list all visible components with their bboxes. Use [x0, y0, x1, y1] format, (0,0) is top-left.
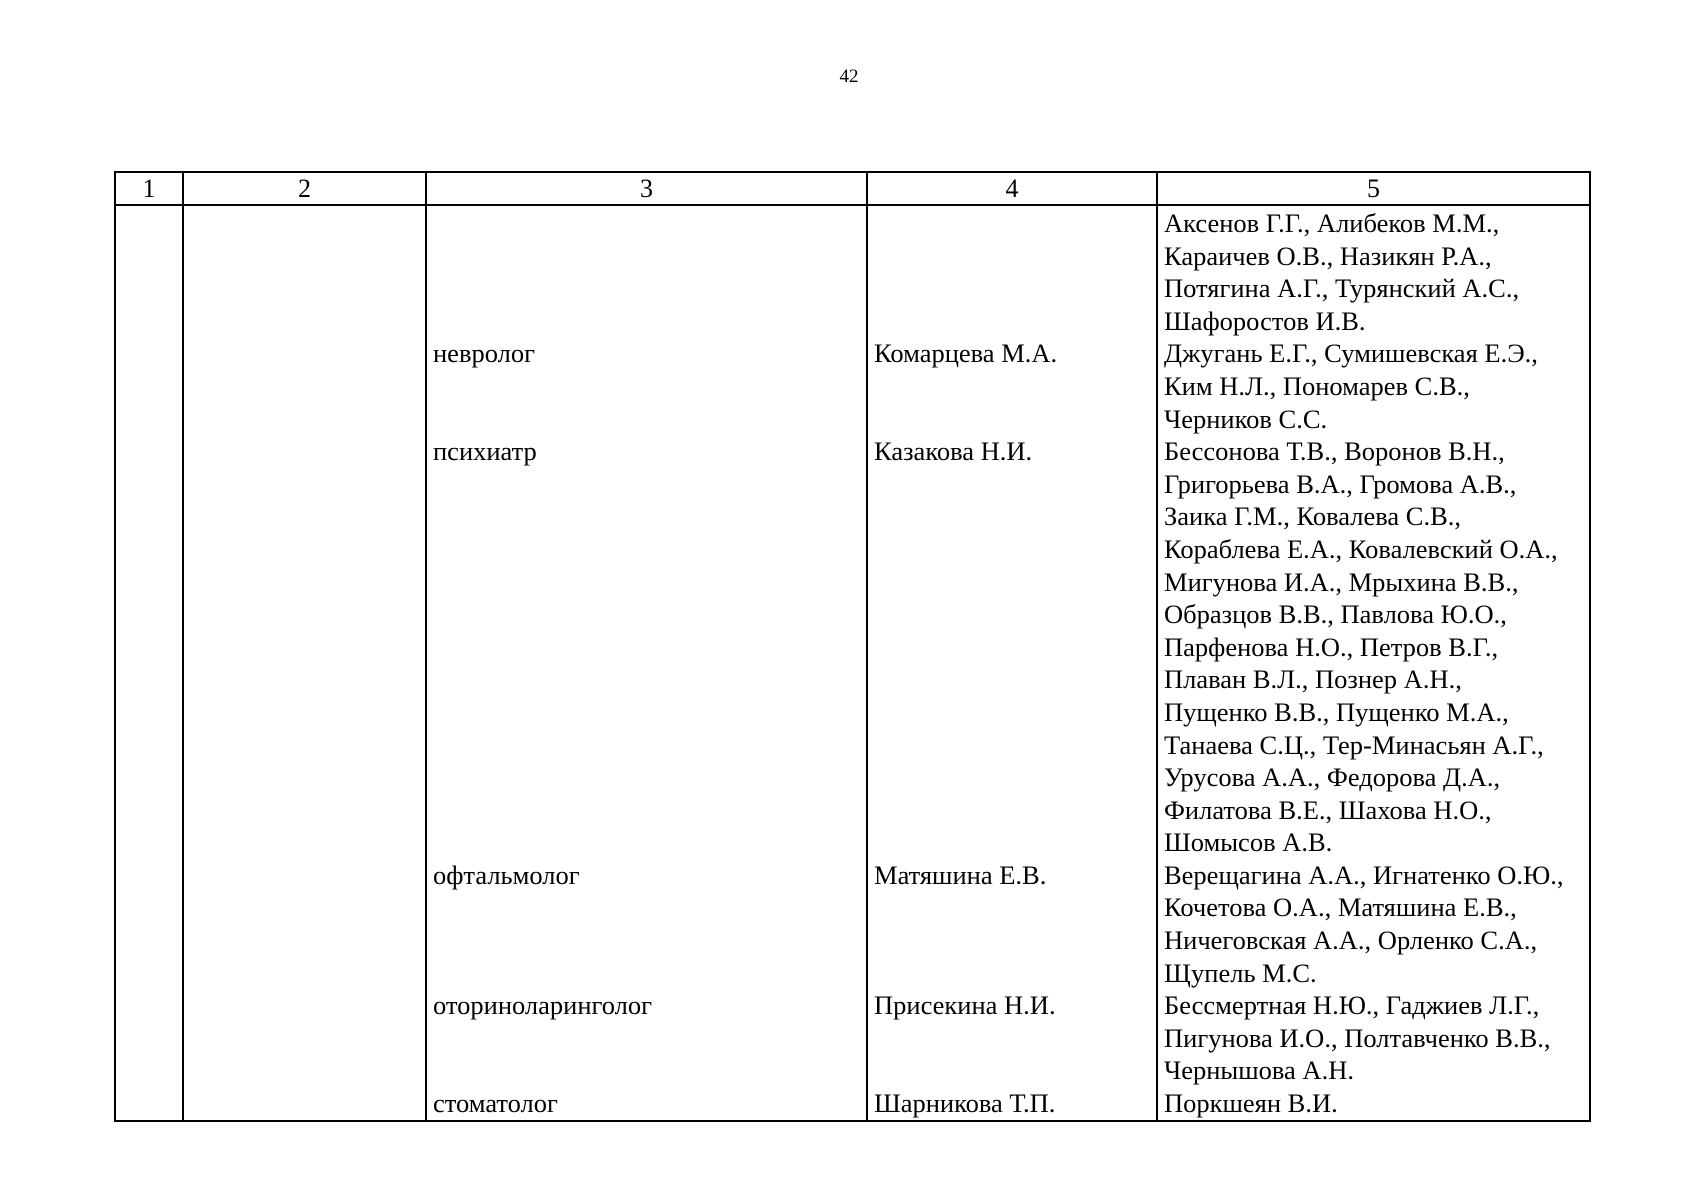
cell-line: [433, 566, 866, 599]
cell-line: Танаева С.Ц., Тер-Минасьян А.Г.,: [1164, 729, 1544, 760]
cell-line: оториноларинголог: [433, 990, 652, 1021]
cell-line: Кораблева Е.А., Ковалевский О.А.,: [1164, 533, 1558, 564]
page-number: 42: [839, 66, 859, 87]
cell-line: [874, 468, 1156, 501]
cell-line: [874, 826, 1156, 859]
cell-members: [1157, 205, 1590, 1121]
cell-line: [433, 500, 866, 533]
cell-line: [433, 663, 866, 696]
header-col-5: 5: [1157, 172, 1590, 205]
cell-line: [874, 794, 1156, 827]
cell-line: Щупель М.С.: [1164, 957, 1317, 988]
cell-line: Верещагина А.А., Игнатенко О.Ю.,: [1164, 859, 1564, 890]
cell-line: Присекина Н.И.: [874, 990, 1056, 1021]
cell-line: [874, 631, 1156, 664]
cell-line: [874, 240, 1156, 273]
cell-line: [433, 631, 866, 664]
cell-line: Бессонова Т.В., Воронов В.Н.,: [1164, 436, 1505, 467]
cell-line: Урусова А.А., Федорова Д.А.,: [1164, 762, 1501, 793]
cell-line: Образцов В.В., Павлова Ю.О.,: [1164, 599, 1507, 630]
cell-line: [433, 272, 866, 305]
cell-line: Аксенов Г.Г., Алибеков М.М.,: [1164, 208, 1500, 238]
cell-line: [874, 403, 1156, 436]
cell-specialty: [426, 205, 867, 1121]
header-col-1: 1: [115, 172, 183, 205]
cell-line: [433, 826, 866, 859]
cell-line: стоматолог: [433, 1088, 558, 1119]
cell-line: Григорьева В.А., Громова А.В.,: [1164, 468, 1517, 499]
cell-line: Филатова В.Е., Шахова Н.О.,: [1164, 794, 1492, 825]
cell-line: [433, 305, 866, 338]
cell-line: Ничеговская А.А., Орленко С.А.,: [1164, 925, 1538, 956]
cell-line: Пущенко В.В., Пущенко М.А.,: [1164, 696, 1509, 727]
cell-col-1: [115, 205, 183, 1121]
cell-line: [874, 891, 1156, 924]
cell-col-2: [183, 205, 426, 1121]
cell-line: [874, 500, 1156, 533]
cell-line: невролог: [433, 338, 535, 369]
cell-line: Шомысов А.В.: [1164, 827, 1333, 858]
cell-line: [433, 1054, 866, 1087]
cell-line: [874, 696, 1156, 729]
cell-line: [433, 761, 866, 794]
cell-line: [433, 891, 866, 924]
cell-line: [433, 468, 866, 501]
cell-line: [874, 1054, 1156, 1087]
cell-line: [874, 566, 1156, 599]
cell-line: [433, 598, 866, 631]
cell-line: [433, 1022, 866, 1055]
header-col-3: 3: [426, 172, 867, 205]
cell-line: офтальмолог: [433, 859, 580, 890]
cell-line: [433, 957, 866, 990]
cell-line: Матяшина Е.В.: [874, 859, 1047, 890]
cell-line: [433, 696, 866, 729]
cell-line: [433, 924, 866, 957]
cell-line: Бессмертная Н.Ю., Гаджиев Л.Г.,: [1164, 990, 1540, 1021]
cell-line: [874, 924, 1156, 957]
cell-line: [433, 240, 866, 273]
cell-line: Караичев О.В., Назикян Р.А.,: [1164, 240, 1492, 271]
cell-line: Ким Н.Л., Пономарев С.В.,: [1164, 370, 1470, 401]
cell-line: Шафоростов И.В.: [1164, 305, 1366, 336]
header-col-4: 4: [867, 172, 1157, 205]
cell-line: [433, 403, 866, 436]
cell-line: Джугань Е.Г., Сумишевская Е.Э.,: [1164, 338, 1538, 369]
header-col-2: 2: [183, 172, 426, 205]
cell-line: Поркшеян В.И.: [1164, 1088, 1338, 1119]
cell-line: Пигунова И.О., Полтавченко В.В.,: [1164, 1022, 1551, 1053]
cell-line: [874, 272, 1156, 305]
cell-line: Потягина А.Г., Турянский А.С.,: [1164, 273, 1520, 304]
cell-line: [874, 761, 1156, 794]
cell-line: [433, 370, 866, 403]
cell-line: [874, 663, 1156, 696]
cell-line: [874, 305, 1156, 338]
cell-line: Кочетова О.А., Матяшина Е.В.,: [1164, 892, 1517, 923]
cell-line: Черников С.С.: [1164, 403, 1328, 434]
cell-line: Парфенова Н.О., Петров В.Г.,: [1164, 631, 1499, 662]
cell-line: [874, 370, 1156, 403]
cell-line: Заика Г.М., Ковалева С.В.,: [1164, 501, 1461, 532]
cell-line: [874, 598, 1156, 631]
cell-line: [874, 533, 1156, 566]
cell-line: [433, 533, 866, 566]
cell-chief-specialist: [867, 205, 1157, 1121]
cell-line: [874, 207, 1156, 240]
header-row: [115, 172, 1590, 205]
cell-line: [874, 957, 1156, 990]
cell-line: [433, 794, 866, 827]
cell-line: Чернышова А.Н.: [1164, 1055, 1354, 1086]
cell-line: [874, 729, 1156, 762]
cell-line: Казакова Н.И.: [874, 436, 1033, 467]
specialists-table: [114, 171, 1591, 1122]
cell-line: Плаван В.Л., Познер А.Н.,: [1164, 664, 1462, 695]
cell-line: [874, 1022, 1156, 1055]
cell-line: Комарцева М.А.: [874, 338, 1058, 369]
cell-line: Мигунова И.А., Мрыхина В.В.,: [1164, 566, 1519, 597]
cell-line: Шарникова Т.П.: [874, 1088, 1056, 1119]
table-row: [115, 205, 1590, 1121]
cell-line: психиатр: [433, 436, 537, 467]
cell-line: [433, 729, 866, 762]
cell-line: [433, 207, 866, 240]
